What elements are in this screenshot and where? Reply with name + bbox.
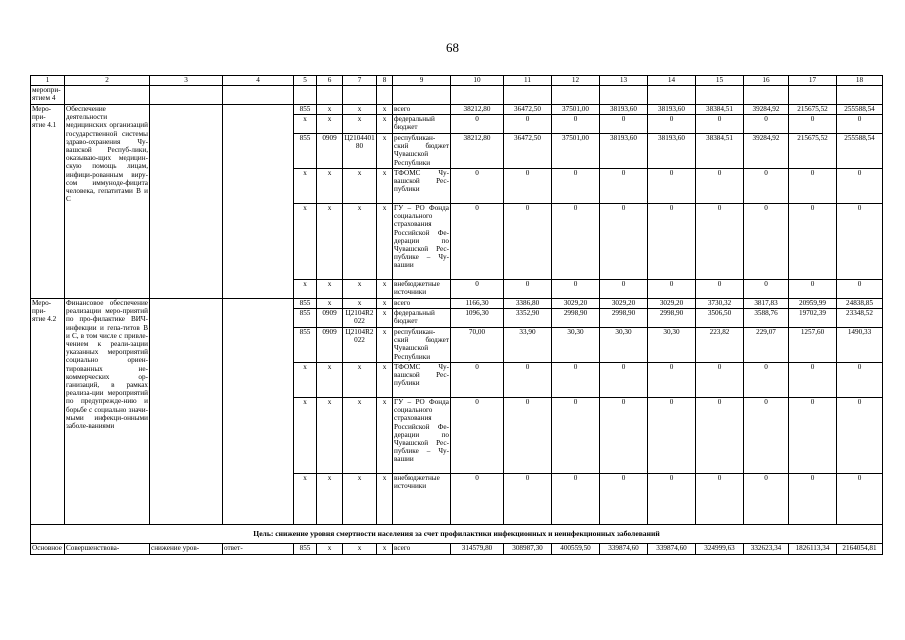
- amount-cell: 0: [552, 363, 600, 398]
- funding-source-cell: республикан-ский бюджет Чувашской Республики: [394, 134, 449, 167]
- header-cell: 14: [648, 76, 696, 86]
- expense-group-cell: х: [377, 398, 393, 474]
- table-row: [31, 105, 883, 115]
- header-cell: 15: [696, 76, 744, 86]
- expense-group-cell: х: [377, 204, 393, 280]
- amount-cell: 332623,34: [744, 544, 789, 555]
- amount-cell: 0: [744, 204, 789, 280]
- amount-cell: 36472,50: [504, 134, 552, 169]
- target-article-cell: Ц2104R2 022: [343, 309, 377, 328]
- amount-cell: 0: [552, 474, 600, 525]
- table-cell: [317, 86, 343, 105]
- expense-group-cell: х: [377, 328, 393, 363]
- amount-cell: 0: [451, 280, 504, 299]
- target-article-cell: х: [343, 280, 377, 299]
- table-cell: [552, 86, 600, 105]
- expense-group-cell: х: [377, 299, 393, 309]
- amount-cell: 37501,00: [552, 105, 600, 115]
- amount-cell: 0: [648, 363, 696, 398]
- amount-cell: 38384,51: [696, 105, 744, 115]
- expense-group-cell: х: [377, 169, 393, 204]
- goal-cell: Цель: снижение уровня смертности населения за счет профилактики инфекционных и неинфекционных заболеваний: [31, 525, 883, 544]
- amount-cell: 3029,20: [648, 299, 696, 309]
- expense-group-cell: х: [377, 105, 393, 115]
- amount-cell: 215675,52: [789, 134, 837, 169]
- amount-cell: 0: [648, 169, 696, 204]
- table-cell: [744, 86, 789, 105]
- event-title-cell: Меро- при- ятие 4.1: [31, 105, 65, 299]
- amount-cell: 308987,30: [504, 544, 552, 555]
- event-description-cell: Финансовое обеспечение реализации меро-приятий по про-филактике ВИЧ-инфекции и гепа-титов В и С, в том числе с привле-чением к реали-зации указанных мероприятий социально ориен-тированных не-коммерческих ор-ганизаций, в рамках реализа-ции мероприятий по предупрежде-нию и борьбе с социально значи-мыми инфекци-онными заболе-ваниями: [65, 299, 150, 525]
- expense-group-cell: х: [377, 280, 393, 299]
- amount-cell: 0: [648, 398, 696, 474]
- table-cell: [789, 86, 837, 105]
- code-cell: х: [317, 544, 343, 555]
- section-code-cell: х: [317, 474, 343, 525]
- target-article-cell: Ц2104R2 022: [343, 328, 377, 363]
- header-cell: 10: [451, 76, 504, 86]
- table-cell: [504, 86, 552, 105]
- amount-cell: 0: [504, 169, 552, 204]
- section-code-cell: х: [317, 398, 343, 474]
- amount-cell: 37501,00: [552, 134, 600, 169]
- amount-cell: 38384,51: [696, 134, 744, 169]
- amount-cell: 38193,60: [648, 105, 696, 115]
- amount-cell: 0: [552, 204, 600, 280]
- expense-group-cell: х: [377, 309, 393, 328]
- table-cell: [150, 299, 223, 525]
- header-cell: 6: [317, 76, 343, 86]
- amount-cell: 255588,54: [837, 134, 883, 169]
- amount-cell: 0: [837, 204, 883, 280]
- grbs-cell: 855: [294, 328, 317, 363]
- table-cell: [150, 86, 223, 105]
- amount-cell: 0: [789, 169, 837, 204]
- header-cell: 12: [552, 76, 600, 86]
- amount-cell: 0: [744, 398, 789, 474]
- table-cell: [223, 105, 294, 299]
- amount-cell: 19702,39: [789, 309, 837, 328]
- table-cell: [393, 86, 451, 105]
- amount-cell: 2164054,81: [837, 544, 883, 555]
- event-description-cell: Обеспечение деятельности медицинских организаций государственной системы здраво-охранения Чу-вашской Респуб-лики, оказываю-щих медицин-скую помощь лицам, инфици-рованным виру-сом иммуноде-фицита человека, гепатитами В и С: [65, 105, 150, 299]
- expense-group-cell: х: [377, 115, 393, 134]
- funding-source-cell: ГУ – РО Фонда социального страхования Российской Фе-дерации по Чувашской Рес-публике – Чу-вашии: [393, 204, 451, 280]
- amount-cell: 0: [696, 474, 744, 525]
- amount-cell: 0: [696, 169, 744, 204]
- amount-cell: 0: [696, 280, 744, 299]
- target-article-cell: х: [343, 115, 377, 134]
- amount-cell: 339874,60: [648, 544, 696, 555]
- section-code-cell: х: [317, 169, 343, 204]
- amount-cell: 0: [552, 169, 600, 204]
- section-code-cell: х: [317, 299, 343, 309]
- table-cell: [65, 86, 150, 105]
- amount-cell: 0: [451, 363, 504, 398]
- goal-row: [31, 525, 883, 544]
- header-cell: 13: [600, 76, 648, 86]
- amount-cell: 0: [744, 280, 789, 299]
- header-cell: 2: [65, 76, 150, 86]
- amount-cell: 24838,85: [837, 299, 883, 309]
- table-row: [31, 86, 883, 105]
- budget-table: [30, 75, 883, 555]
- table-cell: [150, 105, 223, 299]
- grbs-cell: х: [294, 115, 317, 134]
- header-cell: 11: [504, 76, 552, 86]
- funding-source-cell: внебюджетные источники: [393, 474, 451, 525]
- grbs-cell: 855: [294, 134, 317, 169]
- amount-cell: 0: [504, 398, 552, 474]
- amount-cell: 30,30: [648, 328, 696, 363]
- table-cell: [837, 86, 883, 105]
- amount-cell: 0: [600, 474, 648, 525]
- section-code-cell: х: [317, 115, 343, 134]
- amount-cell: 2998,90: [600, 309, 648, 328]
- amount-cell: 2998,90: [648, 309, 696, 328]
- grbs-cell: х: [294, 398, 317, 474]
- code-cell: х: [343, 544, 377, 555]
- amount-cell: 339874,60: [600, 544, 648, 555]
- target-article-cell: х: [343, 169, 377, 204]
- amount-cell: 0: [451, 474, 504, 525]
- amount-cell: 0: [600, 398, 648, 474]
- amount-cell: 3029,20: [600, 299, 648, 309]
- header-cell: 1: [31, 76, 65, 86]
- table-cell: [343, 86, 377, 105]
- amount-cell: 0: [504, 474, 552, 525]
- expense-group-cell: х: [377, 363, 393, 398]
- amount-cell: 0: [789, 115, 837, 134]
- amount-cell: 70,00: [451, 328, 504, 363]
- amount-cell: 1826113,34: [789, 544, 837, 555]
- section-code-cell: х: [317, 280, 343, 299]
- amount-cell: 30,30: [600, 328, 648, 363]
- section-code-cell: 0909: [317, 134, 343, 169]
- amount-cell: 0: [600, 363, 648, 398]
- header-cell: 5: [294, 76, 317, 86]
- grbs-cell: х: [294, 363, 317, 398]
- table-cell: [294, 86, 317, 105]
- amount-cell: 3817,83: [744, 299, 789, 309]
- section-code-cell: 0909: [317, 328, 343, 363]
- amount-cell: 0: [837, 363, 883, 398]
- amount-cell: 36472,50: [504, 105, 552, 115]
- amount-cell: 3029,20: [552, 299, 600, 309]
- funding-source-cell: внебюджетные источники: [393, 280, 451, 299]
- amount-cell: 400559,50: [552, 544, 600, 555]
- amount-cell: 0: [451, 398, 504, 474]
- header-cell: 17: [789, 76, 837, 86]
- amount-cell: 0: [789, 280, 837, 299]
- table-cell: Совершенствова-: [65, 544, 150, 555]
- amount-cell: 0: [600, 204, 648, 280]
- amount-cell: 0: [744, 169, 789, 204]
- amount-cell: 0: [744, 474, 789, 525]
- grbs-cell: 855: [294, 309, 317, 328]
- grbs-cell: х: [294, 204, 317, 280]
- header-cell: 16: [744, 76, 789, 86]
- amount-cell: 0: [552, 115, 600, 134]
- amount-cell: 0: [552, 398, 600, 474]
- table-cell: [696, 86, 744, 105]
- amount-cell: 38212,80: [451, 134, 504, 169]
- funding-source-cell: ТФОМС Чу-вашской Рес-публики: [393, 169, 451, 204]
- amount-cell: 0: [648, 280, 696, 299]
- amount-cell: 0: [648, 204, 696, 280]
- amount-cell: 38193,60: [600, 134, 648, 169]
- amount-cell: 0: [696, 363, 744, 398]
- grbs-cell: 855: [294, 105, 317, 115]
- target-article-cell: Ц2104401 80: [343, 134, 377, 169]
- table-row: [31, 299, 883, 309]
- amount-cell: 0: [552, 280, 600, 299]
- amount-cell: 0: [696, 398, 744, 474]
- amount-cell: 3386,80: [504, 299, 552, 309]
- header-cell: 7: [343, 76, 377, 86]
- funding-source-cell: всего: [393, 299, 451, 309]
- expense-group-cell: х: [377, 474, 393, 525]
- amount-cell: 0: [504, 204, 552, 280]
- funding-source-cell: федеральный бюджет: [393, 115, 451, 134]
- amount-cell: 30,30: [552, 328, 600, 363]
- amount-cell: 2998,90: [552, 309, 600, 328]
- header-cell: 18: [837, 76, 883, 86]
- section-code-cell: х: [317, 363, 343, 398]
- amount-cell: 223,82: [696, 328, 744, 363]
- table-cell: [600, 86, 648, 105]
- code-cell: 855: [294, 544, 317, 555]
- amount-cell: 3506,50: [696, 309, 744, 328]
- section-code-cell: 0909: [317, 309, 343, 328]
- amount-cell: 0: [600, 115, 648, 134]
- table-cell: [648, 86, 696, 105]
- table-cell: снижение уров-: [150, 544, 223, 555]
- table-cell: [223, 86, 294, 105]
- table-cell: [377, 86, 393, 105]
- target-article-cell: х: [343, 105, 377, 115]
- event-title-cell: Меро- при- ятие 4.2: [31, 299, 65, 525]
- header-cell: 3: [150, 76, 223, 86]
- amount-cell: 229,07: [744, 328, 789, 363]
- header-cell: 9: [393, 76, 451, 86]
- target-article-cell: х: [343, 204, 377, 280]
- amount-cell: 0: [837, 280, 883, 299]
- amount-cell: 0: [837, 474, 883, 525]
- amount-cell: 0: [837, 169, 883, 204]
- grbs-cell: 855: [294, 299, 317, 309]
- amount-cell: 0: [789, 204, 837, 280]
- amount-cell: 38193,60: [600, 105, 648, 115]
- amount-cell: 3730,32: [696, 299, 744, 309]
- amount-cell: 0: [504, 115, 552, 134]
- page-number: 68: [446, 40, 459, 55]
- amount-cell: 0: [600, 280, 648, 299]
- amount-cell: 38212,80: [451, 105, 504, 115]
- amount-cell: 1096,30: [451, 309, 504, 328]
- grbs-cell: х: [294, 169, 317, 204]
- header-row: [31, 76, 883, 86]
- amount-cell: 0: [648, 115, 696, 134]
- amount-cell: 0: [504, 280, 552, 299]
- amount-cell: 0: [648, 474, 696, 525]
- amount-cell: 0: [451, 169, 504, 204]
- funding-source-cell: республикан-ский бюджет Чувашской Республики: [394, 328, 449, 361]
- amount-cell: 39284,92: [744, 105, 789, 115]
- amount-cell: 0: [451, 204, 504, 280]
- amount-cell: 324999,63: [696, 544, 744, 555]
- amount-cell: 255588,54: [837, 105, 883, 115]
- amount-cell: 314579,80: [451, 544, 504, 555]
- amount-cell: 39284,92: [744, 134, 789, 169]
- funding-source-cell: федеральный бюджет: [393, 309, 451, 328]
- target-article-cell: х: [343, 299, 377, 309]
- amount-cell: 20959,99: [789, 299, 837, 309]
- table-row: [31, 544, 883, 555]
- target-article-cell: х: [343, 398, 377, 474]
- code-cell: х: [377, 544, 393, 555]
- table-cell: [223, 299, 294, 525]
- funding-source-cell: всего: [393, 544, 451, 555]
- amount-cell: 0: [600, 169, 648, 204]
- amount-cell: 0: [744, 115, 789, 134]
- expense-group-cell: х: [377, 134, 393, 169]
- target-article-cell: х: [343, 363, 377, 398]
- amount-cell: 0: [451, 115, 504, 134]
- amount-cell: 0: [696, 204, 744, 280]
- grbs-cell: х: [294, 280, 317, 299]
- amount-cell: 1257,60: [789, 328, 837, 363]
- amount-cell: 0: [789, 474, 837, 525]
- funding-source-cell: ГУ – РО Фонда социального страхования Российской Фе-дерации по Чувашской Рес-публике – Чу-вашии: [393, 398, 451, 474]
- event-label-cell: меропри- ятием 4: [31, 86, 65, 105]
- amount-cell: 3352,90: [504, 309, 552, 328]
- amount-cell: 1166,30: [451, 299, 504, 309]
- table-cell: [451, 86, 504, 105]
- amount-cell: 0: [789, 363, 837, 398]
- amount-cell: 33,90: [504, 328, 552, 363]
- amount-cell: 38193,60: [648, 134, 696, 169]
- target-article-cell: х: [343, 474, 377, 525]
- funding-source-cell: ТФОМС Чу-вашской Рес-публики: [393, 363, 451, 398]
- table-cell: Основное: [31, 544, 65, 555]
- amount-cell: 23348,52: [837, 309, 883, 328]
- header-cell: 4: [223, 76, 294, 86]
- amount-cell: 215675,52: [789, 105, 837, 115]
- funding-source-cell: всего: [393, 105, 451, 115]
- section-code-cell: х: [317, 105, 343, 115]
- header-cell: 8: [377, 76, 393, 86]
- amount-cell: 0: [504, 363, 552, 398]
- amount-cell: 3588,76: [744, 309, 789, 328]
- amount-cell: 0: [744, 363, 789, 398]
- grbs-cell: х: [294, 474, 317, 525]
- table-cell: ответ-: [223, 544, 294, 555]
- amount-cell: 0: [696, 115, 744, 134]
- amount-cell: 0: [837, 115, 883, 134]
- amount-cell: 1490,33: [837, 328, 883, 363]
- amount-cell: 0: [789, 398, 837, 474]
- section-code-cell: х: [317, 204, 343, 280]
- amount-cell: 0: [837, 398, 883, 474]
